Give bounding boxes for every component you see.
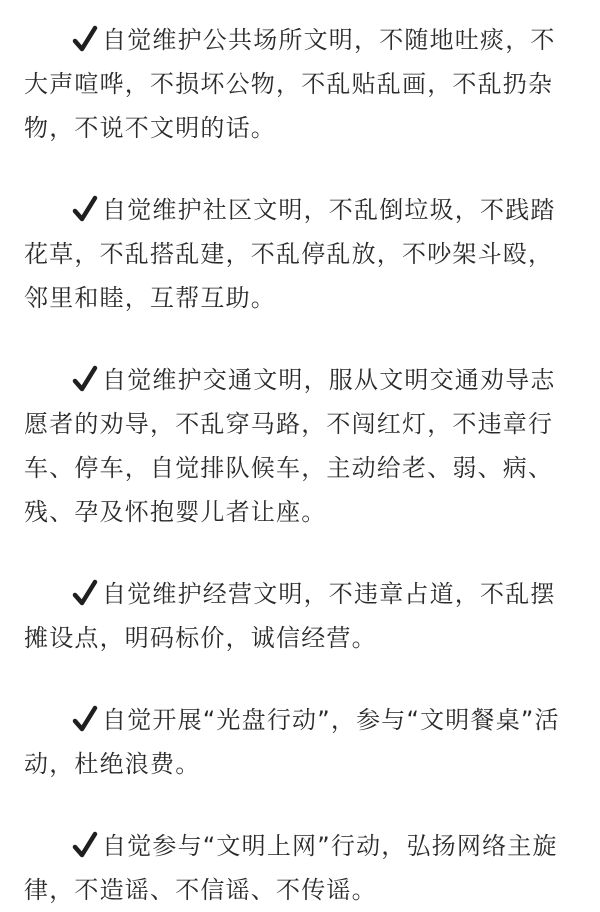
paragraph-text: 自觉参与“文明上网”行动，弘扬网络主旋律，不造谣、不信谣、不传谣。 xyxy=(24,832,558,904)
check-icon xyxy=(72,195,98,223)
paragraph-text: 自觉开展“光盘行动”，参与“文明餐桌”活动，杜绝浪费。 xyxy=(24,706,560,778)
check-icon xyxy=(72,705,98,733)
check-icon xyxy=(72,579,98,607)
paragraph-text: 自觉维护经营文明，不违章占道，不乱摆摊设点，明码标价，诚信经营。 xyxy=(24,580,556,652)
paragraph-business xyxy=(24,572,576,660)
paragraph-text: 自觉维护公共场所文明，不随地吐痰，不大声喧哗，不损坏公物，不乱贴乱画，不乱扔杂物，不说不文明的话。 xyxy=(24,26,556,142)
paragraph-text: 自觉维护社区文明，不乱倒垃圾，不践踏花草，不乱搭乱建，不乱停乱放，不吵架斗殴，邻里和睦，互帮互助。 xyxy=(24,196,556,312)
check-icon xyxy=(72,25,98,53)
check-icon xyxy=(72,365,98,393)
paragraph-public-places xyxy=(24,18,576,150)
paragraph-community xyxy=(24,188,576,320)
paragraph-clean-plate xyxy=(24,698,576,786)
paragraph-text: 自觉维护交通文明，服从文明交通劝导志愿者的劝导，不乱穿马路，不闯红灯，不违章行车、停车，自觉排队候车，主动给老、弱、病、残、孕及怀抱婴儿者让座。 xyxy=(24,366,556,526)
check-icon xyxy=(72,831,98,859)
paragraph-traffic xyxy=(24,358,576,534)
paragraph-online xyxy=(24,824,576,912)
